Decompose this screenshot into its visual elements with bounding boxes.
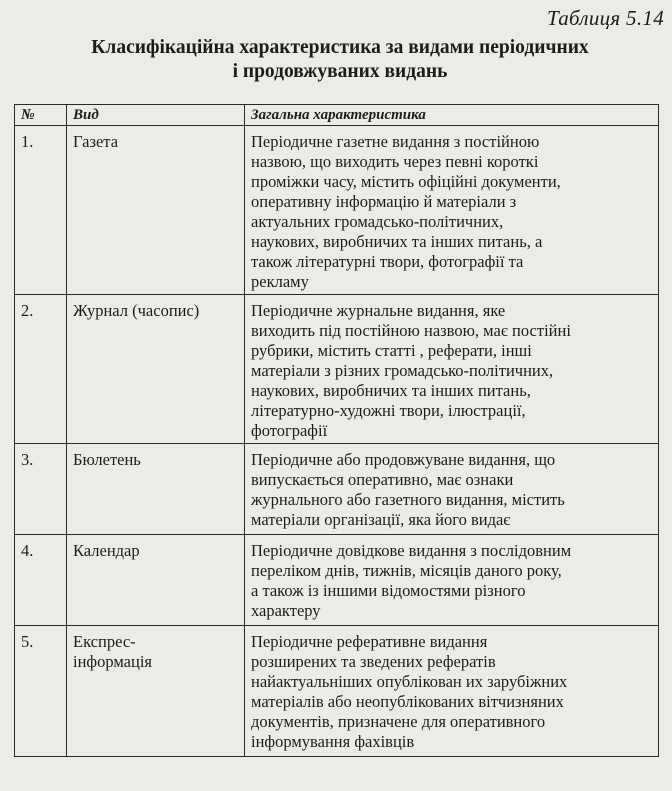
row-kind <box>67 295 245 444</box>
row-number: 4. <box>15 535 67 626</box>
row-description-line: матеріалів або неопублікованих вітчизняних <box>251 692 564 711</box>
row-kind-line: Бюлетень <box>73 450 141 469</box>
row-description-line: випускається оперативно, має ознаки <box>251 470 514 489</box>
row-kind-line: Календар <box>73 541 140 560</box>
row-description-line: матеріали організації, яка його видає <box>251 510 511 529</box>
row-kind-line: Експрес- <box>73 632 136 651</box>
row-description-line: Періодичне реферативне видання <box>251 632 488 651</box>
row-description-line: інформування фахівців <box>251 732 415 751</box>
row-description-line: рубрики, містить статті , реферати, інші <box>251 341 532 360</box>
table-title-line-2: і продовжуваних видань <box>232 61 448 82</box>
table-row <box>15 444 659 535</box>
row-description-line: журнального або газетного видання, містить <box>251 490 565 509</box>
row-description-line: Періодичне довідкове видання з послідовним <box>251 541 572 560</box>
table-number: Таблиця 5.14 <box>547 6 664 30</box>
row-kind <box>67 535 245 626</box>
header-kind: Вид <box>67 105 245 126</box>
row-kind <box>67 626 245 757</box>
classification-table <box>14 104 659 757</box>
row-description-line: фотографії <box>251 421 328 440</box>
row-description-line: Періодичне або продовжуване видання, що <box>251 450 556 469</box>
row-description-line: найактуальніших опублікован их зарубіжних <box>251 672 568 691</box>
row-description-line: проміжки часу, містить офіційні документи, <box>251 172 561 191</box>
row-description <box>245 444 659 535</box>
row-description-line: актуальних громадсько-політичних, <box>251 212 504 231</box>
table-row <box>15 535 659 626</box>
row-kind-line: інформація <box>73 652 153 671</box>
row-description-line: Періодичне журнальне видання, яке <box>251 301 506 320</box>
row-number: 2. <box>15 295 67 444</box>
row-description <box>245 535 659 626</box>
row-description-line: оперативну інформацію й матеріали з <box>251 192 517 211</box>
row-description-line: наукових, виробничих та інших питань, <box>251 381 531 400</box>
row-description-line: розширених та зведених рефератів <box>251 652 496 671</box>
row-kind-line: Журнал (часопис) <box>73 301 200 320</box>
row-description <box>245 295 659 444</box>
row-description-line: наукових, виробничих та інших питань, а <box>251 232 543 251</box>
table-title-line-1: Класифікаційна характеристика за видами періодичних <box>91 37 589 58</box>
table-row <box>15 126 659 295</box>
row-description-line: назвою, що виходить через певні короткі <box>251 152 539 171</box>
row-description-line: літературно-художні твори, ілюстрації, <box>251 401 526 420</box>
row-number: 3. <box>15 444 67 535</box>
row-description <box>245 126 659 295</box>
row-description-line: документів, призначене для оперативного <box>251 712 546 731</box>
row-number: 1. <box>15 126 67 295</box>
row-description <box>245 626 659 757</box>
table-header-row <box>15 105 659 126</box>
row-description-line: Періодичне газетне видання з постійною <box>251 132 540 151</box>
table-title <box>40 36 640 84</box>
row-description-line: переліком днів, тижнів, місяців даного року, <box>251 561 562 580</box>
row-description-line: матеріали з різних громадсько-політичних, <box>251 361 554 380</box>
table-row <box>15 295 659 444</box>
header-num: № <box>15 105 67 126</box>
table-row <box>15 626 659 757</box>
row-description-line: рекламу <box>251 272 309 291</box>
header-description: Загальна характеристика <box>245 105 659 126</box>
row-kind-line: Газета <box>73 132 119 151</box>
row-description-line: а також із іншими відомостями різного <box>251 581 526 600</box>
row-description-line: також літературні твори, фотографії та <box>251 252 524 271</box>
row-number: 5. <box>15 626 67 757</box>
row-description-line: виходить під постійною назвою, має постійні <box>251 321 571 340</box>
row-kind <box>67 126 245 295</box>
row-kind <box>67 444 245 535</box>
row-description-line: характеру <box>251 601 321 620</box>
